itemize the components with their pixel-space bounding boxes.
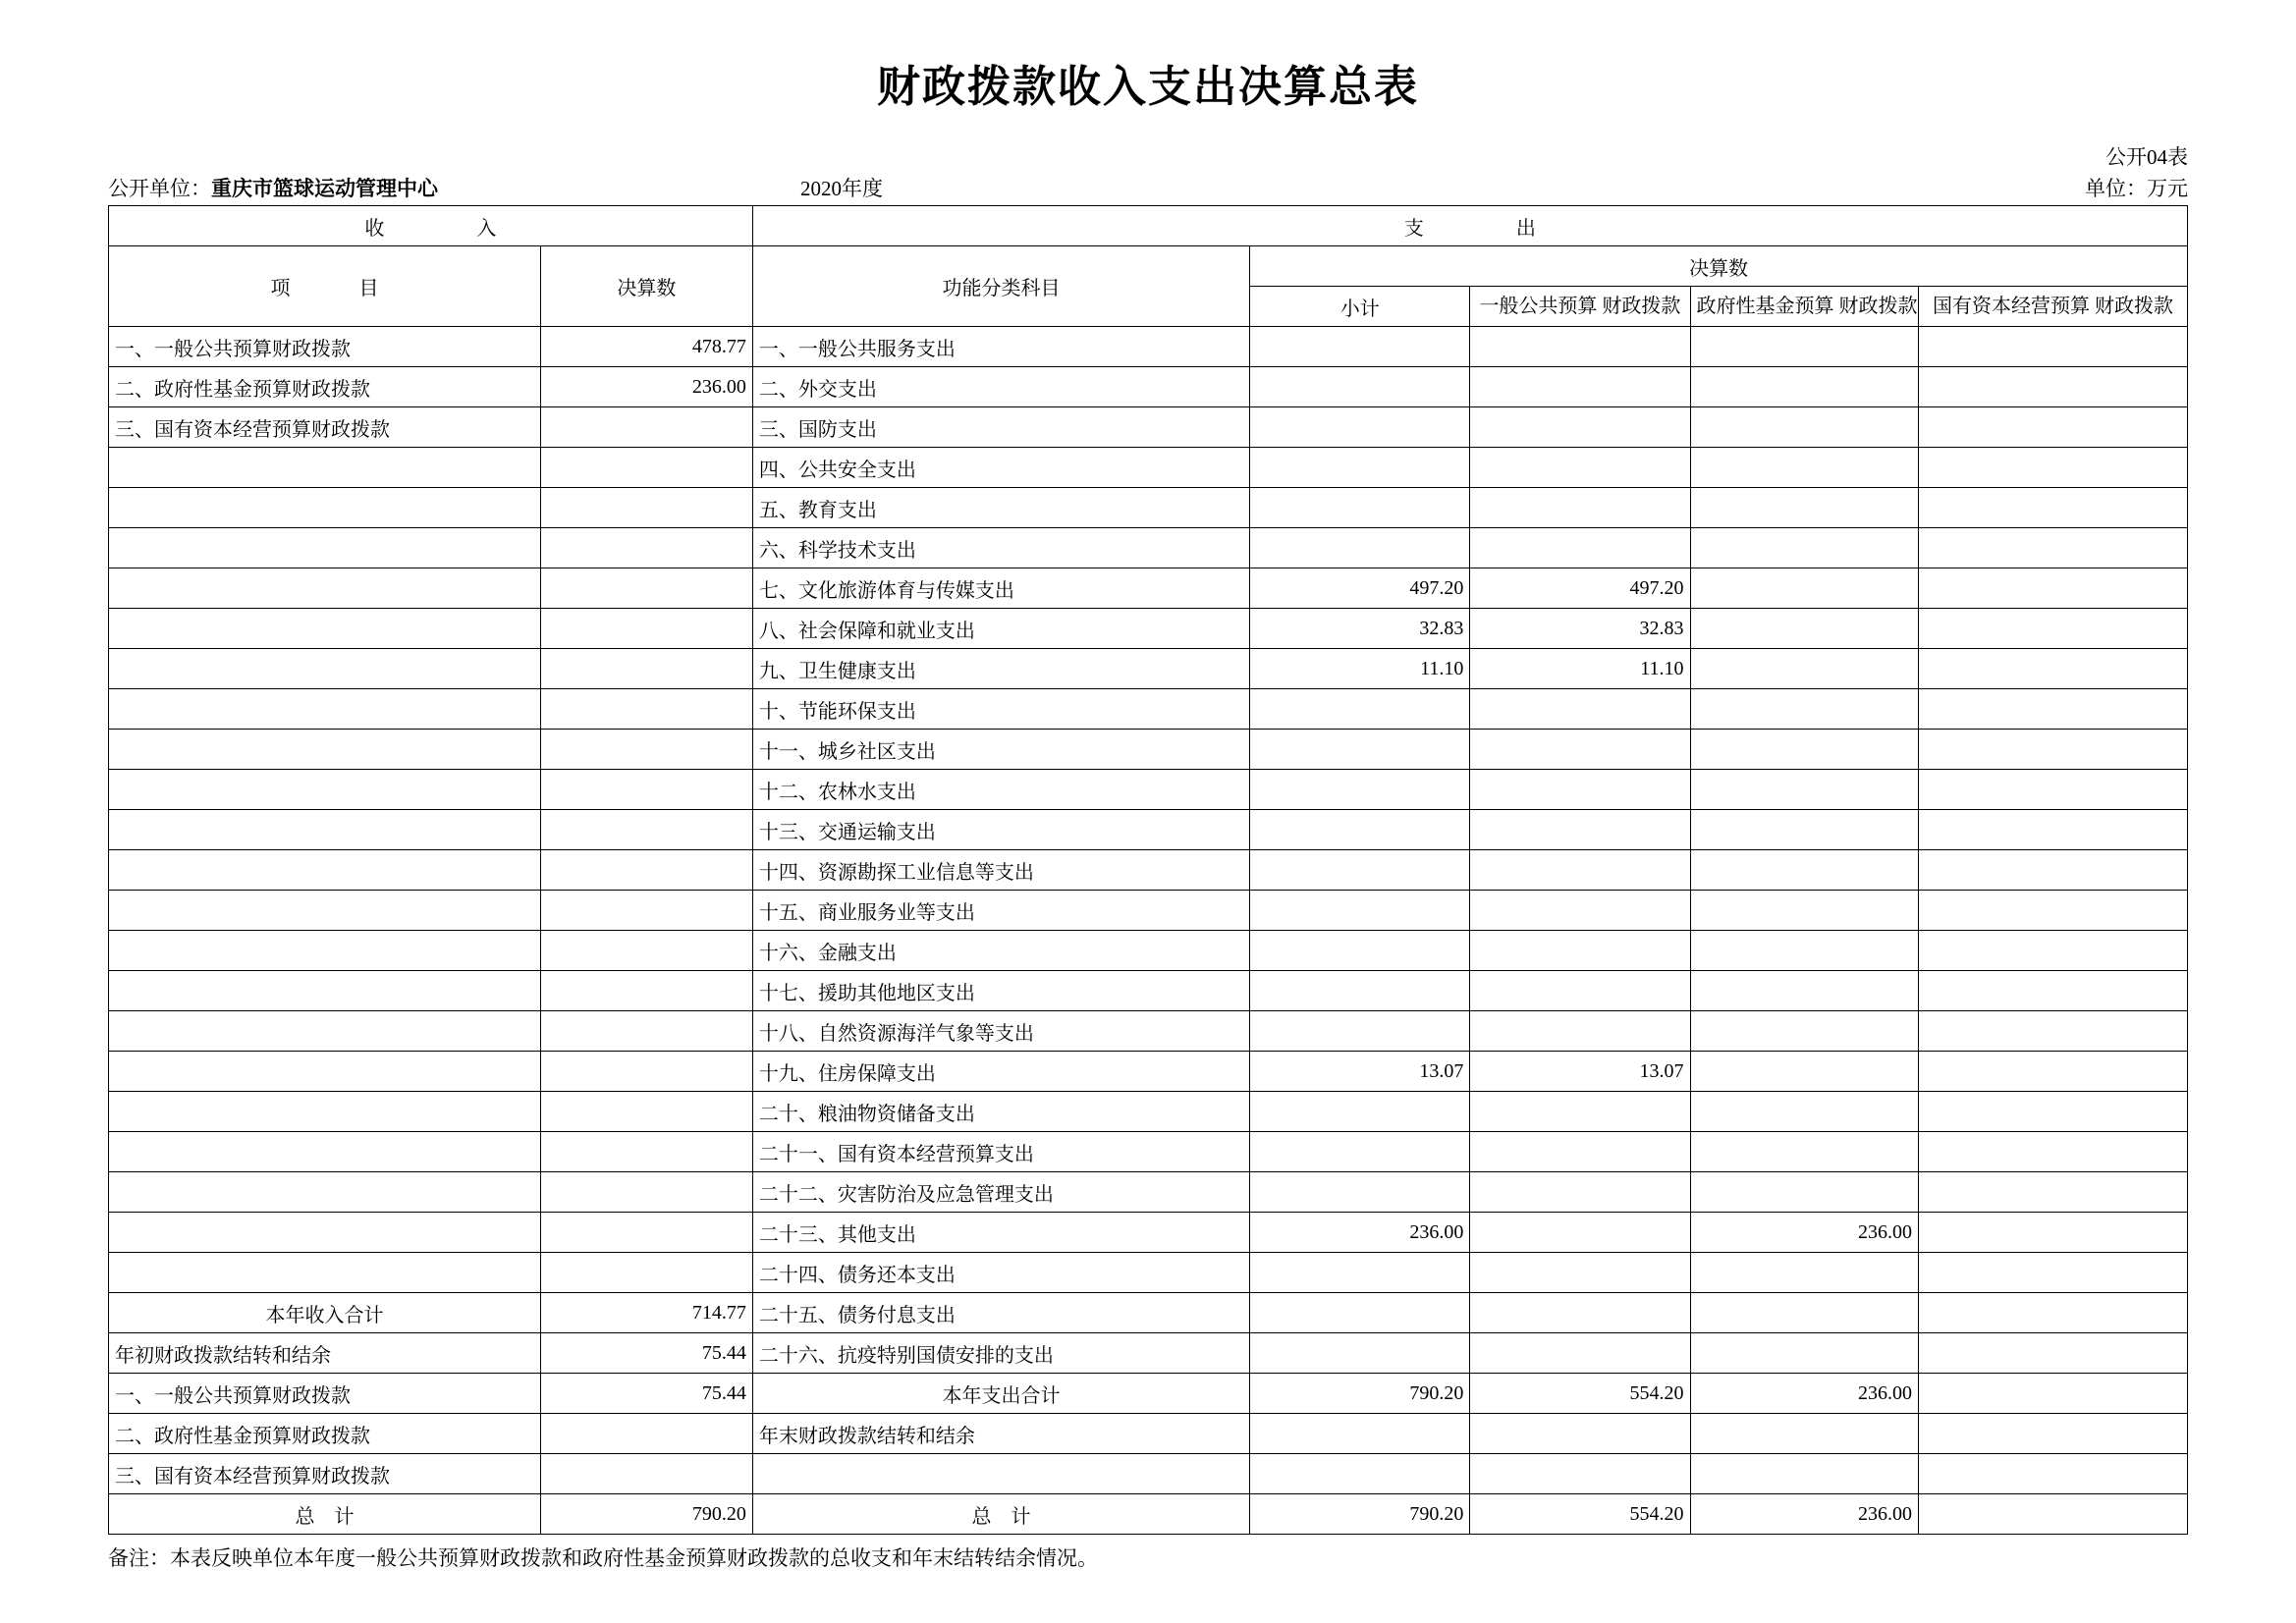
expense-state-capital-cell (1918, 810, 2187, 850)
expense-subtotal-cell (1250, 810, 1470, 850)
expense-subtotal-cell (1250, 448, 1470, 488)
income-value-cell (540, 971, 752, 1011)
header-expense-category: 功能分类科目 (752, 246, 1249, 327)
fiscal-year: 2020年度 (800, 177, 883, 200)
table-row (109, 1253, 2188, 1293)
expense-general-public-cell (1470, 1414, 1690, 1454)
expense-subtotal-cell (1250, 730, 1470, 770)
expense-gov-fund-cell (1690, 1172, 1918, 1213)
expense-general-public-cell (1470, 407, 1690, 448)
expense-state-capital-cell (1918, 850, 2187, 891)
expense-category-cell: 十一、城乡社区支出 (752, 730, 1249, 770)
expense-gov-fund-cell (1690, 1454, 1918, 1494)
expense-gov-fund-cell: 236.00 (1690, 1374, 1918, 1414)
income-value-cell (540, 1213, 752, 1253)
expense-subtotal-cell (1250, 891, 1470, 931)
expense-category-cell: 十、节能环保支出 (752, 689, 1249, 730)
table-row (109, 850, 2188, 891)
expense-subtotal-cell: 790.20 (1250, 1494, 1470, 1535)
expense-state-capital-cell (1918, 1011, 2187, 1052)
expense-general-public-cell (1470, 931, 1690, 971)
table-row (109, 1374, 2188, 1414)
income-item-cell (109, 891, 541, 931)
header-general-public: 一般公共预算 财政拨款 (1470, 287, 1690, 327)
expense-category-cell: 十三、交通运输支出 (752, 810, 1249, 850)
income-value-cell (540, 810, 752, 850)
amount-unit: 单位：万元 (2085, 177, 2188, 200)
expense-category-cell: 十九、住房保障支出 (752, 1052, 1249, 1092)
expense-category-cell: 十七、援助其他地区支出 (752, 971, 1249, 1011)
income-value-cell (540, 891, 752, 931)
income-item-cell (109, 649, 541, 689)
income-value-cell: 714.77 (540, 1293, 752, 1333)
expense-general-public-cell (1470, 327, 1690, 367)
table-row (109, 1132, 2188, 1172)
expense-general-public-cell (1470, 1011, 1690, 1052)
form-number: 公开04表 (2105, 145, 2188, 169)
expense-gov-fund-cell (1690, 810, 1918, 850)
expense-general-public-cell (1470, 1454, 1690, 1494)
expense-category-cell: 十六、金融支出 (752, 931, 1249, 971)
expense-subtotal-cell: 11.10 (1250, 649, 1470, 689)
expense-state-capital-cell (1918, 1293, 2187, 1333)
expense-subtotal-cell (1250, 528, 1470, 568)
income-value-cell: 478.77 (540, 327, 752, 367)
income-item-cell (109, 810, 541, 850)
expense-category-cell: 三、国防支出 (752, 407, 1249, 448)
income-item-cell (109, 609, 541, 649)
expense-general-public-cell: 497.20 (1470, 568, 1690, 609)
income-item-cell: 总 计 (109, 1494, 541, 1535)
expense-subtotal-cell (1250, 1253, 1470, 1293)
expense-gov-fund-cell (1690, 649, 1918, 689)
expense-category-cell (752, 1454, 1249, 1494)
expense-gov-fund-cell (1690, 1293, 1918, 1333)
income-item-cell (109, 1253, 541, 1293)
table-row (109, 528, 2188, 568)
income-value-cell (540, 1253, 752, 1293)
header-row-sections (109, 206, 2188, 246)
expense-state-capital-cell (1918, 1213, 2187, 1253)
income-value-cell (540, 1132, 752, 1172)
expense-category-cell: 四、公共安全支出 (752, 448, 1249, 488)
income-item-cell (109, 689, 541, 730)
meta-row (108, 171, 2188, 202)
expense-subtotal-cell: 236.00 (1250, 1213, 1470, 1253)
expense-state-capital-cell (1918, 407, 2187, 448)
expense-subtotal-cell (1250, 1414, 1470, 1454)
header-income-final: 决算数 (540, 246, 752, 327)
expense-subtotal-cell: 790.20 (1250, 1374, 1470, 1414)
expense-subtotal-cell (1250, 407, 1470, 448)
table-row (109, 1052, 2188, 1092)
expense-gov-fund-cell (1690, 931, 1918, 971)
income-item-cell (109, 1011, 541, 1052)
header-income-section: 收 入 (109, 206, 753, 246)
expense-gov-fund-cell (1690, 1253, 1918, 1293)
income-value-cell (540, 1414, 752, 1454)
expense-subtotal-cell (1250, 931, 1470, 971)
table-row (109, 931, 2188, 971)
expense-gov-fund-cell: 236.00 (1690, 1494, 1918, 1535)
expense-general-public-cell (1470, 730, 1690, 770)
expense-category-cell: 五、教育支出 (752, 488, 1249, 528)
income-value-cell (540, 407, 752, 448)
expense-general-public-cell (1470, 850, 1690, 891)
expense-state-capital-cell (1918, 1333, 2187, 1374)
income-value-cell (540, 689, 752, 730)
income-value-cell (540, 568, 752, 609)
expense-state-capital-cell (1918, 488, 2187, 528)
table-row (109, 1414, 2188, 1454)
expense-category-cell: 八、社会保障和就业支出 (752, 609, 1249, 649)
expense-state-capital-cell (1918, 367, 2187, 407)
expense-category-cell: 十八、自然资源海洋气象等支出 (752, 1011, 1249, 1052)
table-row (109, 689, 2188, 730)
table-row (109, 1454, 2188, 1494)
expense-state-capital-cell (1918, 730, 2187, 770)
expense-state-capital-cell (1918, 1172, 2187, 1213)
expense-gov-fund-cell (1690, 850, 1918, 891)
expense-state-capital-cell (1918, 931, 2187, 971)
header-row-final (109, 246, 2188, 287)
unit-block (108, 173, 697, 202)
income-item-cell: 三、国有资本经营预算财政拨款 (109, 407, 541, 448)
expense-category-cell: 年末财政拨款结转和结余 (752, 1414, 1249, 1454)
income-value-cell: 75.44 (540, 1333, 752, 1374)
income-item-cell (109, 1052, 541, 1092)
header-expense-final: 决算数 (1250, 246, 2188, 287)
table-row (109, 1172, 2188, 1213)
table-row (109, 891, 2188, 931)
income-value-cell: 790.20 (540, 1494, 752, 1535)
budget-table (108, 205, 2188, 1535)
table-row (109, 1494, 2188, 1535)
income-item-cell: 三、国有资本经营预算财政拨款 (109, 1454, 541, 1494)
expense-subtotal-cell (1250, 367, 1470, 407)
expense-state-capital-cell (1918, 1092, 2187, 1132)
expense-subtotal-cell (1250, 1333, 1470, 1374)
expense-state-capital-cell (1918, 770, 2187, 810)
expense-state-capital-cell (1918, 891, 2187, 931)
table-row (109, 327, 2188, 367)
expense-category-cell: 十四、资源勘探工业信息等支出 (752, 850, 1249, 891)
income-item-cell (109, 931, 541, 971)
income-value-cell (540, 1172, 752, 1213)
expense-state-capital-cell (1918, 1052, 2187, 1092)
expense-general-public-cell: 554.20 (1470, 1374, 1690, 1414)
expense-gov-fund-cell (1690, 1414, 1918, 1454)
expense-subtotal-cell (1250, 770, 1470, 810)
expense-subtotal-cell (1250, 1293, 1470, 1333)
expense-state-capital-cell (1918, 327, 2187, 367)
income-item-cell (109, 971, 541, 1011)
table-row (109, 609, 2188, 649)
income-value-cell (540, 1011, 752, 1052)
expense-subtotal-cell (1250, 488, 1470, 528)
expense-state-capital-cell (1918, 568, 2187, 609)
income-item-cell: 年初财政拨款结转和结余 (109, 1333, 541, 1374)
income-item-cell: 一、一般公共预算财政拨款 (109, 1374, 541, 1414)
income-value-cell (540, 609, 752, 649)
income-item-cell (109, 1092, 541, 1132)
expense-state-capital-cell (1918, 1253, 2187, 1293)
income-value-cell (540, 448, 752, 488)
expense-gov-fund-cell (1690, 448, 1918, 488)
income-item-cell (109, 528, 541, 568)
expense-category-cell: 二十一、国有资本经营预算支出 (752, 1132, 1249, 1172)
unit-name: 重庆市篮球运动管理中心 (211, 177, 438, 200)
expense-state-capital-cell (1918, 1414, 2187, 1454)
expense-subtotal-cell (1250, 971, 1470, 1011)
expense-gov-fund-cell (1690, 568, 1918, 609)
expense-general-public-cell (1470, 367, 1690, 407)
header-income-item: 项 目 (109, 246, 541, 327)
expense-general-public-cell (1470, 528, 1690, 568)
table-row (109, 568, 2188, 609)
table-row (109, 1333, 2188, 1374)
expense-gov-fund-cell (1690, 1011, 1918, 1052)
expense-state-capital-cell (1918, 689, 2187, 730)
expense-state-capital-cell (1918, 649, 2187, 689)
expense-state-capital-cell (1918, 448, 2187, 488)
table-header (109, 206, 2188, 327)
table-row (109, 649, 2188, 689)
unit-label: 公开单位： (108, 177, 211, 200)
expense-state-capital-cell (1918, 971, 2187, 1011)
expense-gov-fund-cell (1690, 327, 1918, 367)
expense-general-public-cell: 554.20 (1470, 1494, 1690, 1535)
expense-gov-fund-cell (1690, 488, 1918, 528)
table-row (109, 730, 2188, 770)
expense-category-cell: 一、一般公共服务支出 (752, 327, 1249, 367)
header-gov-fund: 政府性基金预算 财政拨款 (1690, 287, 1918, 327)
expense-general-public-cell (1470, 1293, 1690, 1333)
expense-gov-fund-cell (1690, 689, 1918, 730)
income-value-cell (540, 770, 752, 810)
expense-category-cell: 二十、粮油物资储备支出 (752, 1092, 1249, 1132)
expense-category-cell: 二十六、抗疫特别国债安排的支出 (752, 1333, 1249, 1374)
table-row (109, 1011, 2188, 1052)
expense-state-capital-cell (1918, 1374, 2187, 1414)
expense-gov-fund-cell (1690, 1132, 1918, 1172)
expense-general-public-cell: 11.10 (1470, 649, 1690, 689)
expense-general-public-cell (1470, 1253, 1690, 1293)
expense-subtotal-cell: 497.20 (1250, 568, 1470, 609)
income-value-cell (540, 1454, 752, 1494)
expense-gov-fund-cell (1690, 1092, 1918, 1132)
header-expense-section: 支 出 (752, 206, 2187, 246)
income-item-cell: 本年收入合计 (109, 1293, 541, 1333)
income-item-cell: 二、政府性基金预算财政拨款 (109, 367, 541, 407)
income-value-cell (540, 649, 752, 689)
income-value-cell: 236.00 (540, 367, 752, 407)
expense-general-public-cell (1470, 689, 1690, 730)
table-body (109, 327, 2188, 1535)
expense-subtotal-cell (1250, 327, 1470, 367)
expense-gov-fund-cell (1690, 528, 1918, 568)
table-row (109, 971, 2188, 1011)
expense-category-cell: 二十二、灾害防治及应急管理支出 (752, 1172, 1249, 1213)
expense-subtotal-cell (1250, 1092, 1470, 1132)
income-value-cell (540, 850, 752, 891)
expense-subtotal-cell (1250, 850, 1470, 891)
income-item-cell (109, 568, 541, 609)
expense-general-public-cell (1470, 971, 1690, 1011)
expense-category-cell: 七、文化旅游体育与传媒支出 (752, 568, 1249, 609)
expense-subtotal-cell (1250, 1132, 1470, 1172)
header-subtotal: 小计 (1250, 287, 1470, 327)
table-row (109, 1092, 2188, 1132)
expense-gov-fund-cell (1690, 891, 1918, 931)
income-item-cell (109, 448, 541, 488)
income-item-cell (109, 1132, 541, 1172)
expense-category-cell: 二、外交支出 (752, 367, 1249, 407)
expense-category-cell: 六、科学技术支出 (752, 528, 1249, 568)
expense-category-cell: 九、卫生健康支出 (752, 649, 1249, 689)
expense-general-public-cell (1470, 1132, 1690, 1172)
table-row (109, 770, 2188, 810)
expense-subtotal-cell (1250, 1011, 1470, 1052)
expense-state-capital-cell (1918, 1454, 2187, 1494)
income-item-cell (109, 770, 541, 810)
expense-category-cell: 二十三、其他支出 (752, 1213, 1249, 1253)
expense-gov-fund-cell (1690, 1052, 1918, 1092)
expense-category-cell: 十二、农林水支出 (752, 770, 1249, 810)
income-item-cell (109, 1213, 541, 1253)
expense-general-public-cell (1470, 1333, 1690, 1374)
expense-gov-fund-cell (1690, 367, 1918, 407)
income-item-cell (109, 850, 541, 891)
table-row (109, 407, 2188, 448)
expense-state-capital-cell (1918, 609, 2187, 649)
expense-gov-fund-cell (1690, 730, 1918, 770)
income-value-cell: 75.44 (540, 1374, 752, 1414)
table-row (109, 810, 2188, 850)
expense-state-capital-cell (1918, 1494, 2187, 1535)
table-row (109, 448, 2188, 488)
table-row (109, 488, 2188, 528)
income-item-cell (109, 488, 541, 528)
expense-gov-fund-cell (1690, 1333, 1918, 1374)
income-value-cell (540, 488, 752, 528)
expense-general-public-cell: 32.83 (1470, 609, 1690, 649)
expense-category-cell: 二十四、债务还本支出 (752, 1253, 1249, 1293)
income-value-cell (540, 931, 752, 971)
expense-gov-fund-cell (1690, 971, 1918, 1011)
expense-general-public-cell (1470, 488, 1690, 528)
expense-category-cell: 二十五、债务付息支出 (752, 1293, 1249, 1333)
expense-general-public-cell (1470, 448, 1690, 488)
expense-general-public-cell (1470, 1092, 1690, 1132)
expense-gov-fund-cell: 236.00 (1690, 1213, 1918, 1253)
income-value-cell (540, 1052, 752, 1092)
income-value-cell (540, 730, 752, 770)
income-item-cell: 二、政府性基金预算财政拨款 (109, 1414, 541, 1454)
expense-general-public-cell (1470, 770, 1690, 810)
table-row (109, 1213, 2188, 1253)
expense-gov-fund-cell (1690, 609, 1918, 649)
expense-general-public-cell (1470, 1213, 1690, 1253)
income-item-cell: 一、一般公共预算财政拨款 (109, 327, 541, 367)
page-title: 财政拨款收入支出决算总表 (877, 63, 1419, 111)
income-value-cell (540, 528, 752, 568)
expense-category-cell: 本年支出合计 (752, 1374, 1249, 1414)
expense-gov-fund-cell (1690, 770, 1918, 810)
income-value-cell (540, 1092, 752, 1132)
expense-general-public-cell: 13.07 (1470, 1052, 1690, 1092)
table-row (109, 1293, 2188, 1333)
expense-subtotal-cell (1250, 1172, 1470, 1213)
expense-general-public-cell (1470, 891, 1690, 931)
expense-general-public-cell (1470, 1172, 1690, 1213)
expense-subtotal-cell: 32.83 (1250, 609, 1470, 649)
expense-gov-fund-cell (1690, 407, 1918, 448)
expense-category-cell: 总 计 (752, 1494, 1249, 1535)
expense-subtotal-cell (1250, 1454, 1470, 1494)
expense-subtotal-cell (1250, 689, 1470, 730)
expense-general-public-cell (1470, 810, 1690, 850)
expense-category-cell: 十五、商业服务业等支出 (752, 891, 1249, 931)
expense-state-capital-cell (1918, 1132, 2187, 1172)
table-row (109, 367, 2188, 407)
expense-subtotal-cell: 13.07 (1250, 1052, 1470, 1092)
income-item-cell (109, 730, 541, 770)
income-item-cell (109, 1172, 541, 1213)
table-note: 备注：本表反映单位本年度一般公共预算财政拨款和政府性基金预算财政拨款的总收支和年末结转结余情况。 (108, 1546, 1098, 1570)
expense-state-capital-cell (1918, 528, 2187, 568)
header-state-capital: 国有资本经营预算 财政拨款 (1918, 287, 2187, 327)
